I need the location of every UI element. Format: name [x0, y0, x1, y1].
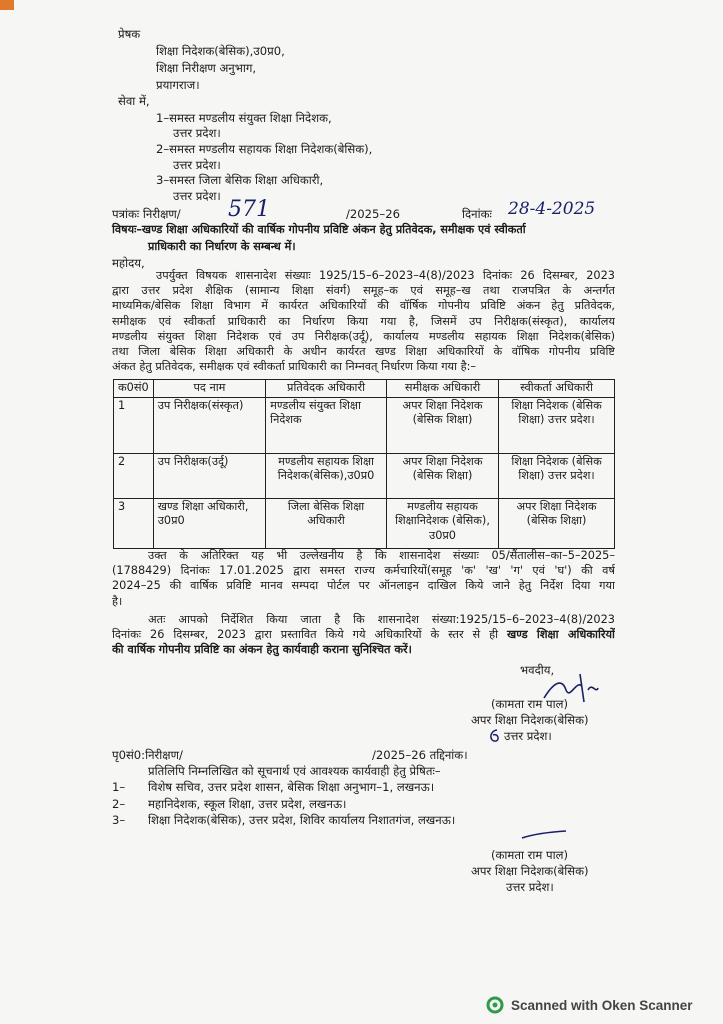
date-label: दिनांकः	[462, 207, 492, 221]
signatory-name: (कामता राम पाल)	[491, 697, 568, 711]
paragraph-line: तथा जिला बेसिक शिक्षा अधिकारी के अधीन कार्यरत खण्ड शिक्षा अधिकारियों के वॉषिक गोपनीय प्रविष्टि	[112, 344, 615, 358]
scanner-watermark	[486, 995, 693, 1015]
paragraph-line: समीक्षक एवं स्वीकर्ता प्राधिकारी का निर्धारण किया गया है, जिसमें उप निरीक्षक(संस्कृत), कार्यालय	[112, 314, 615, 328]
column-header: पद नाम	[153, 380, 265, 398]
sender-label: प्रेषक	[118, 27, 141, 41]
table-cell: मण्डलीय सहायक शिक्षानिदेशक (बेसिक), उ0प्र0	[386, 498, 498, 548]
column-header: क0सं0	[114, 380, 154, 398]
table-cell: उप निरीक्षक(संस्कृत)	[153, 397, 265, 453]
table-cell: 3	[114, 498, 154, 548]
recipient-line: उत्तर प्रदेश।	[173, 158, 221, 172]
table-cell: मण्डलीय सहायक शिक्षा निदेशक(बेसिक),उ0प्र0	[266, 453, 387, 498]
paragraph-line: है।	[112, 594, 123, 608]
corner-mark	[0, 0, 14, 10]
signatory-designation: अपर शिक्षा निदेशक(बेसिक)	[471, 713, 589, 727]
copy-item-number: 3–	[112, 813, 126, 827]
copy-reference: पृ0सं0:निरीक्षण/	[112, 748, 183, 762]
signatory-designation: अपर शिक्षा निदेशक(बेसिक)	[471, 864, 589, 878]
table-cell: शिक्षा निदेशक (बेसिक शिक्षा) उत्तर प्रदेश।	[499, 397, 615, 453]
table-header-row	[114, 380, 615, 398]
copy-reference-year: /2025–26 तद्दिनांक।	[372, 748, 468, 762]
signatory-state: उत्तर प्रदेश।	[504, 729, 552, 743]
copy-item-number: 1–	[112, 780, 126, 794]
closing: भवदीय,	[520, 663, 555, 677]
table-cell: अपर शिक्षा निदेशक (बेसिक शिक्षा)	[386, 397, 498, 453]
table-cell: उप निरीक्षक(उर्दू)	[153, 453, 265, 498]
recipient-line: उत्तर प्रदेश।	[173, 189, 221, 203]
table-row	[114, 498, 615, 548]
signature-stroke	[520, 828, 568, 842]
table-row	[114, 397, 615, 453]
paragraph-line	[112, 627, 615, 642]
table-cell: अपर शिक्षा निदेशक (बेसिक शिक्षा)	[499, 498, 615, 548]
recipient-line: 2–समस्त मण्डलीय सहायक शिक्षा निदेशक(बेसिक),	[156, 142, 373, 156]
copy-item: विशेष सचिव, उत्तर प्रदेश शासन, बेसिक शिक्षा अनुभाग–1, लखनऊ।	[148, 780, 435, 794]
paragraph-line: मण्डलीय संयुक्त शिक्षा निदेशक एवं उप निरीक्षक(उर्दू), कार्यालय मण्डलीय सहायक शिक्षा निदेशक(बेसिक)	[112, 329, 615, 343]
copy-item: महानिदेशक, स्कूल शिक्षा, उत्तर प्रदेश, लखनऊ।	[148, 797, 347, 811]
sender-line: प्रयागराज।	[156, 78, 200, 92]
scanner-text: Scanned with Oken Scanner	[511, 997, 693, 1013]
paragraph-line: अंकत हेतु प्रतिवेदक, समीक्षक एवं स्वीकर्ता प्राधिकारी का निम्नवत् निर्धारण किया गया है:–	[112, 360, 477, 374]
table-cell: अपर शिक्षा निदेशक (बेसिक शिक्षा)	[386, 453, 498, 498]
column-header: समीक्षक अधिकारी	[386, 380, 498, 398]
column-header: प्रतिवेदक अधिकारी	[266, 380, 387, 398]
patrank-label: पत्रांकः निरीक्षण/	[112, 207, 181, 221]
paragraph-line: द्वारा उत्तर प्रदेश शैक्षिक (सामान्य शिक्षा संवर्ग) समूह–क एवं समूह–ख तथा राजपत्रित के अन्तर्गत	[112, 284, 615, 298]
recipient-line: 1–समस्त मण्डलीय संयुक्त शिक्षा निदेशक,	[156, 111, 332, 125]
table-cell: जिला बेसिक शिक्षा अधिकारी	[266, 498, 387, 548]
signatory-name: (कामता राम पाल)	[491, 848, 568, 862]
salutation: महोदय,	[112, 256, 145, 270]
paragraph-text: दिनांकः 26 दिसम्बर, 2023 द्वारा प्रस्तावित किये गये अधिकारियों के स्तर से ही	[112, 628, 507, 642]
paragraph-line: (1788429) दिनांकः 17.01.2025 द्वारा समस्त राज्य कर्मचारियों(समूह 'क' 'ख' 'ग' एवं 'घ') की वर्ष	[112, 564, 615, 578]
paragraph-2	[112, 548, 615, 609]
table-cell: 2	[114, 453, 154, 498]
table-cell: मण्डलीय संयुक्त शिक्षा निदेशक	[266, 397, 387, 453]
paragraph-line: माध्यमिक/बेसिक शिक्षा विभाग में कार्यरत अधिकारियों की वॉर्षिक गोपनीय प्रविष्टि अंकन हेतु प्रतिवेदक,	[112, 299, 615, 313]
subject-line: विषयः–खण्ड शिक्षा अधिकारियों की वार्षिक गोपनीय प्रविष्टि अंकन हेतु प्रतिवेदक, समीक्षक एवं स्वीकर्ता	[112, 223, 526, 236]
reference-year: /2025–26	[346, 207, 400, 221]
recipients-label: सेवा में,	[118, 94, 150, 108]
column-header: स्वीकर्ता अधिकारी	[499, 380, 615, 398]
paragraph-3	[112, 612, 615, 658]
copy-item: शिक्षा निदेशक(बेसिक), उत्तर प्रदेश, शिविर कार्यालय निशातगंज, लखनऊ।	[148, 813, 456, 827]
table-cell: खण्ड शिक्षा अधिकारी, उ0प्र0	[153, 498, 265, 548]
handwritten-date: 28-4-2025	[508, 199, 596, 219]
signatory-state: उत्तर प्रदेश।	[506, 880, 554, 894]
handwritten-number: 571	[228, 197, 270, 222]
table-row	[114, 453, 615, 498]
subject-line: प्राधिकारी का निर्धारण के सम्बन्ध में।	[148, 240, 296, 253]
signature-initial	[487, 727, 501, 745]
table-cell: 1	[114, 397, 154, 453]
copy-item-number: 2–	[112, 797, 126, 811]
paragraph-1	[112, 268, 615, 374]
paragraph-line: 2024–25 की वार्षिक प्रविष्टि मानव सम्पदा पोर्टल पर ऑनलाइन दाखिल किये जाने हेतु निर्देश दिया गया	[112, 579, 615, 593]
copy-intro: प्रतिलिपि निम्नलिखित को सूचनार्थ एवं आवश्यक कार्यवाही हेतु प्रेषितः–	[148, 764, 441, 778]
sender-line: शिक्षा निरीक्षण अनुभाग,	[156, 61, 257, 75]
table-cell: शिक्षा निदेशक (बेसिक शिक्षा) उत्तर प्रदेश।	[499, 453, 615, 498]
recipient-line: 3–समस्त जिला बेसिक शिक्षा अधिकारी,	[156, 173, 324, 187]
paragraph-line: उपर्युक्त विषयक शासनादेश संख्याः 1925/15–6–2023–4(8)/2023 दिनांकः 26 दिसम्बर, 2023	[156, 269, 615, 282]
paragraph-line: उक्त के अतिरिक्त यह भी उल्लेखनीय है कि शासनादेश संख्याः 05/सैंतालीस–का–5–2025–	[148, 549, 615, 562]
oken-logo-icon	[486, 996, 504, 1014]
paragraph-line: अतः आपको निर्देशित किया जाता है कि शासनादेश संख्या:1925/15–6–2023–4(8)/2023	[148, 613, 615, 626]
paragraph-line: की वार्षिक गोपनीय प्रविष्टि का अंकन हेतु कार्यवाही कराना सुनिश्चित करें।	[112, 643, 412, 657]
sender-line: शिक्षा निदेशक(बेसिक),उ0प्र0,	[156, 44, 285, 58]
recipient-line: उत्तर प्रदेश।	[173, 126, 221, 140]
paragraph-bold-text: खण्ड शिक्षा अधिकारियों	[507, 628, 615, 642]
officer-table	[113, 379, 615, 549]
